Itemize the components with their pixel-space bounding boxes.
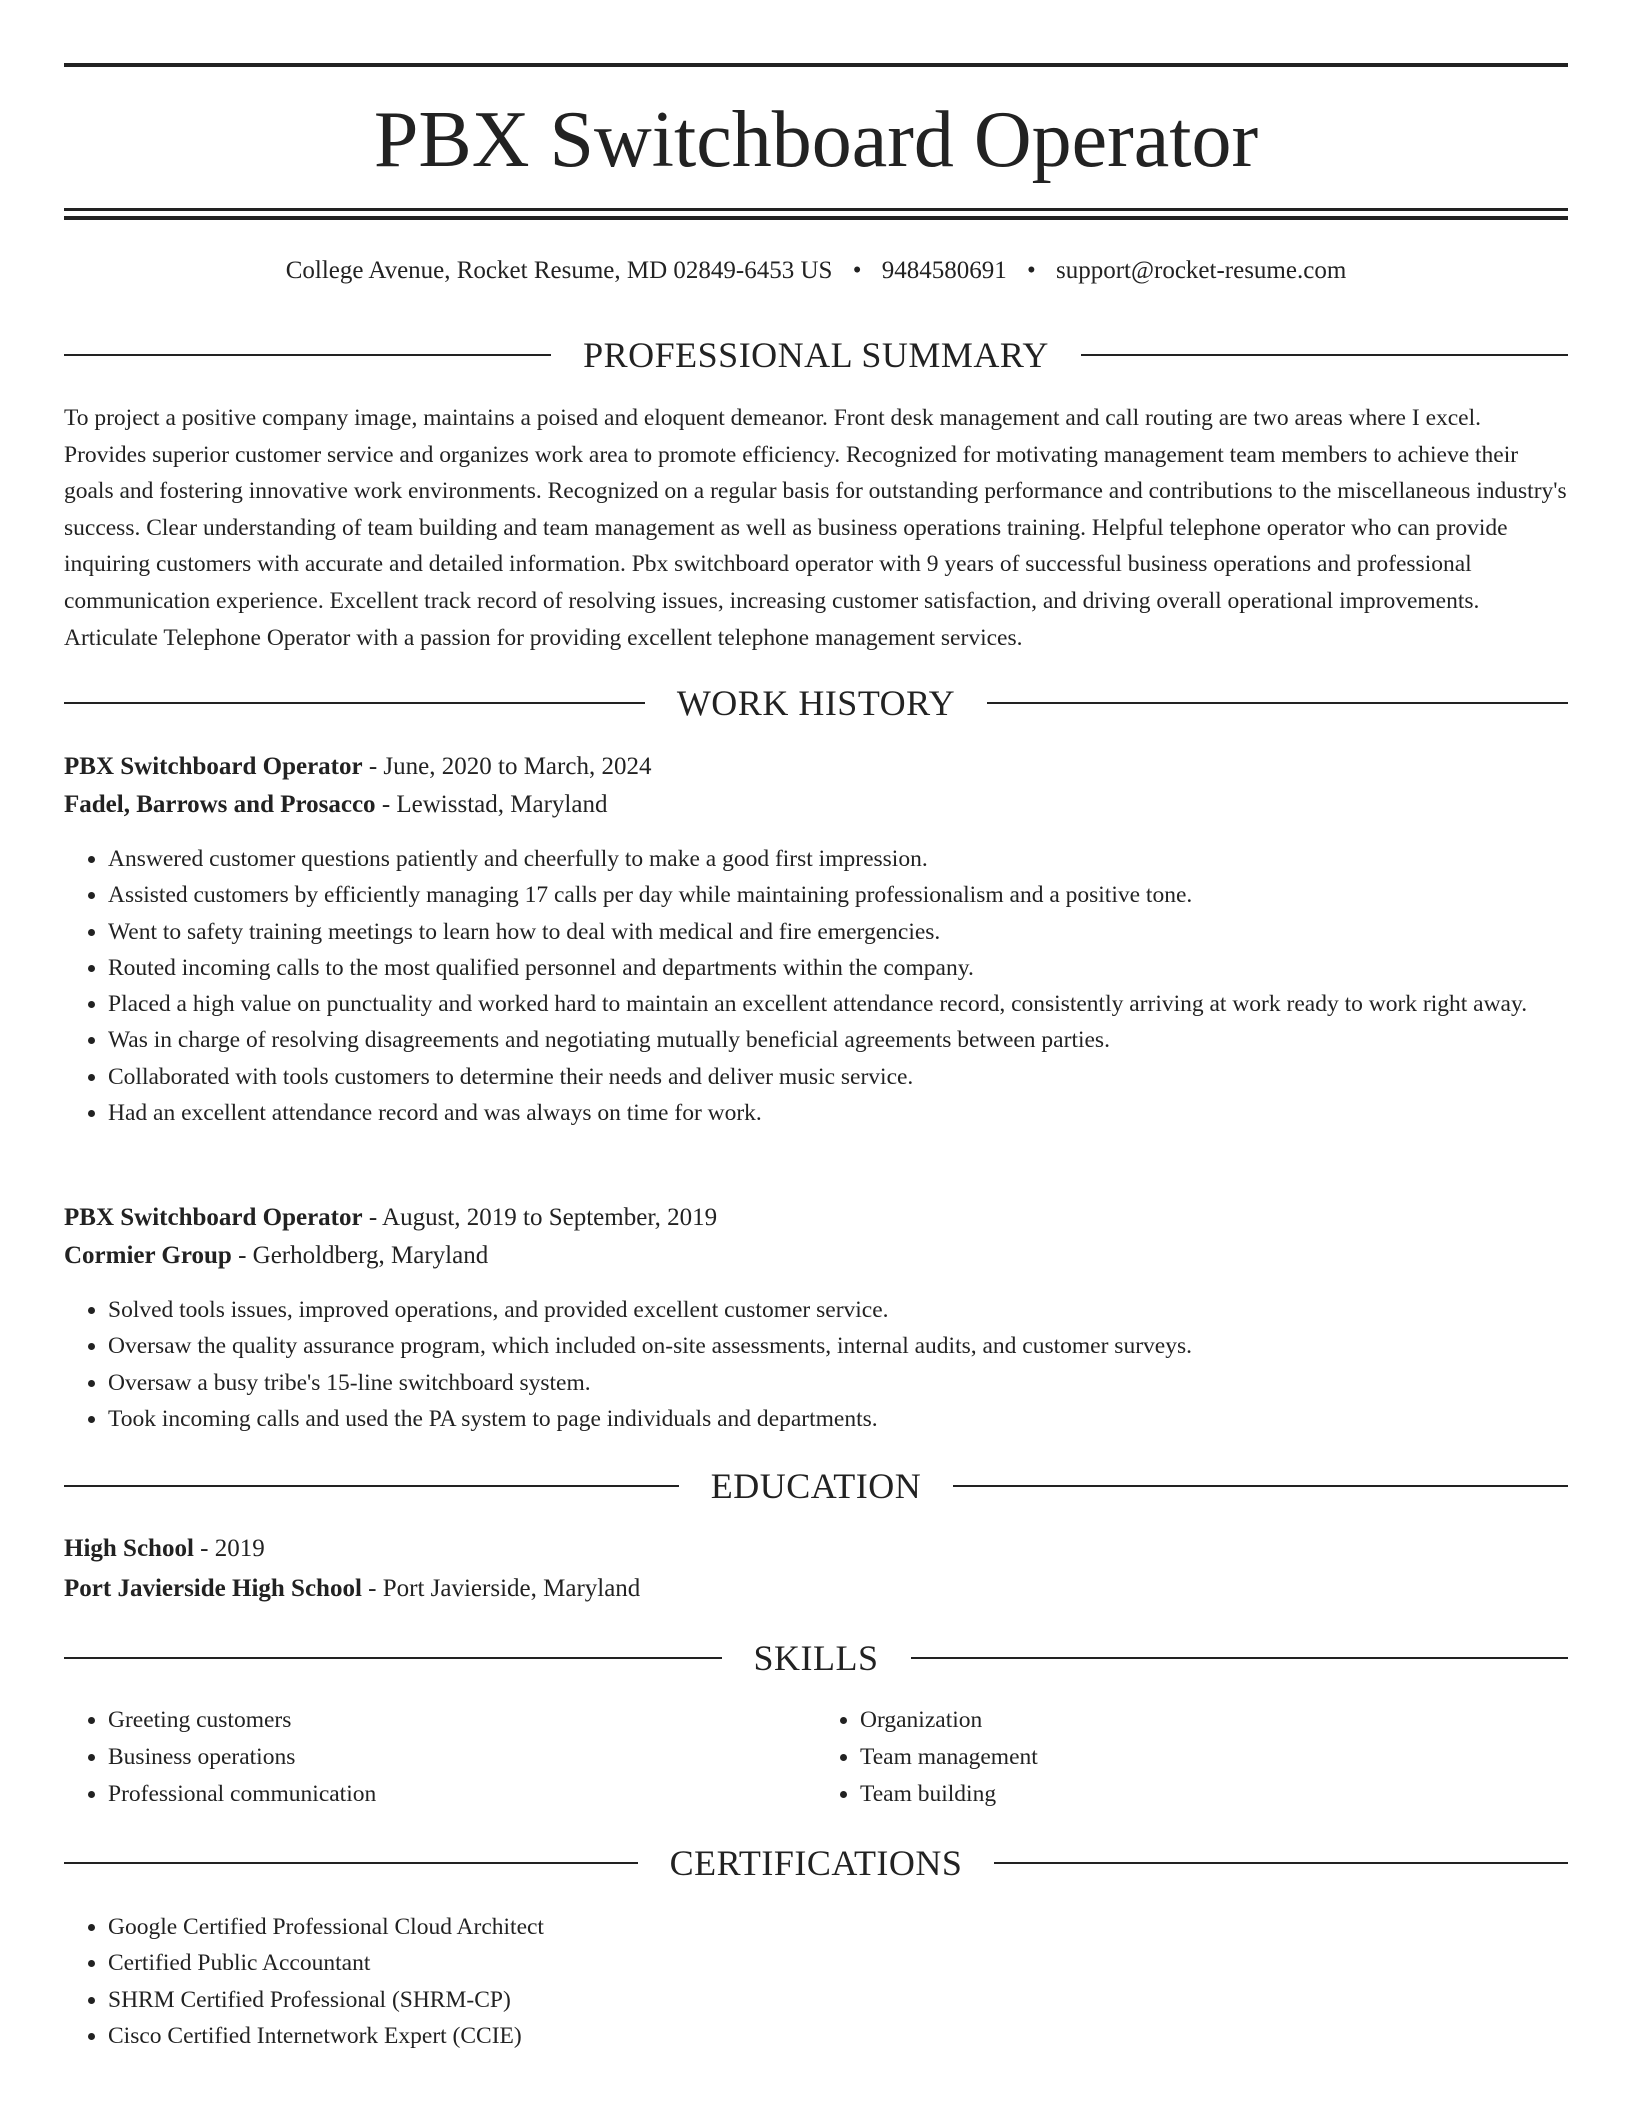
job-bullet: • Went to safety training meetings to learn how to deal with medical and fire emergencies. bbox=[108, 914, 1612, 950]
summary-heading-label: PROFESSIONAL SUMMARY bbox=[583, 335, 1049, 375]
skills-left-list bbox=[64, 1702, 816, 1813]
certifications-heading bbox=[64, 1838, 1568, 1888]
job-bullet: • Oversaw a busy tribe's 15-line switchboard system. bbox=[108, 1365, 1612, 1401]
skill-item: • Professional communication bbox=[108, 1776, 816, 1813]
heading-rule bbox=[1081, 354, 1568, 356]
heading-rule bbox=[64, 354, 551, 356]
education-location: - Port Javierside, Maryland bbox=[361, 1575, 641, 1602]
heading-rule bbox=[987, 702, 1568, 704]
job-company-line bbox=[64, 786, 1568, 824]
contact-separator: • bbox=[852, 257, 862, 284]
heading-rule bbox=[953, 1485, 1568, 1487]
education-heading bbox=[64, 1461, 1568, 1511]
contact-email: support@rocket-resume.com bbox=[1055, 257, 1347, 284]
skills-columns bbox=[64, 1702, 1568, 1813]
job-title-line bbox=[64, 1199, 1568, 1237]
skill-item: • Business operations bbox=[108, 1739, 816, 1776]
education-school-line bbox=[64, 1570, 1568, 1608]
work-heading-label: WORK HISTORY bbox=[676, 683, 956, 723]
job-company: Cormier Group bbox=[64, 1242, 232, 1269]
education-school: Port Javierside High School bbox=[64, 1575, 362, 1602]
education-degree: High School bbox=[64, 1535, 194, 1562]
skills-right-list bbox=[816, 1702, 1568, 1813]
job-bullet: • Took incoming calls and used the PA system to page individuals and departments. bbox=[108, 1401, 1612, 1437]
job-bullet: • Placed a high value on punctuality and worked hard to maintain an excellent attendance record, consistently arriving at work ready to work right away. bbox=[108, 986, 1612, 1022]
education-heading-label: EDUCATION bbox=[710, 1466, 922, 1506]
resume-title: PBX Switchboard Operator bbox=[373, 96, 1259, 184]
contact-separator: • bbox=[1026, 257, 1036, 284]
skills-heading bbox=[64, 1633, 1568, 1683]
job-dates: - August, 2019 to September, 2019 bbox=[362, 1204, 718, 1231]
heading-rule bbox=[64, 1657, 722, 1659]
contact-phone: 9484580691 bbox=[881, 257, 1007, 284]
job-bullets bbox=[64, 1292, 1612, 1437]
contact-address: College Avenue, Rocket Resume, MD 02849-6453 US bbox=[285, 257, 833, 284]
job-title: PBX Switchboard Operator bbox=[64, 1204, 363, 1231]
heading-rule bbox=[994, 1862, 1568, 1864]
certification-item: • Google Certified Professional Cloud Architect bbox=[108, 1909, 1612, 1945]
top-rule bbox=[64, 63, 1568, 67]
education-year: - 2019 bbox=[193, 1535, 265, 1562]
certification-item: • SHRM Certified Professional (SHRM-CP) bbox=[108, 1982, 1612, 2018]
job-bullet: • Oversaw the quality assurance program, which included on-site assessments, internal audits, and customer surveys. bbox=[108, 1328, 1612, 1364]
job-dates: - June, 2020 to March, 2024 bbox=[362, 753, 652, 780]
job-bullets bbox=[64, 841, 1612, 1131]
double-rule bbox=[64, 208, 1568, 220]
job-bullet: • Had an excellent attendance record and was always on time for work. bbox=[108, 1095, 1612, 1131]
skill-item: • Team building bbox=[860, 1776, 1568, 1813]
heading-rule bbox=[64, 1485, 679, 1487]
certifications-list bbox=[64, 1909, 1612, 2054]
contact-line bbox=[64, 254, 1568, 288]
summary-heading bbox=[64, 330, 1568, 380]
education-degree-line bbox=[64, 1530, 1568, 1568]
certification-item: • Cisco Certified Internetwork Expert (CCIE) bbox=[108, 2018, 1612, 2054]
job-location: - Gerholdberg, Maryland bbox=[231, 1242, 489, 1269]
summary-text: To project a positive company image, maintains a poised and eloquent demeanor. Front desk management and call routing are two areas where I excel. Provides superior customer service and organizes work area to promote efficiency. Recognized for motivating management team members to achieve their goals and fostering innovative work environments. Recognized on a regular basis for outstanding performance and contributions to the miscellaneous industry's success. Clear understanding of team building and team management as well as business operations training. Helpful telephone operator who can provide inquiring customers with accurate and detailed information. Pbx switchboard operator with 9 years of successful business operations and professional communication experience. Excellent track record of resolving issues, increasing customer satisfaction, and driving overall operational improvements. Articulate Telephone Operator with a passion for providing excellent telephone management services. bbox=[64, 405, 1567, 651]
heading-rule bbox=[64, 1862, 638, 1864]
job-bullet: • Solved tools issues, improved operations, and provided excellent customer service. bbox=[108, 1292, 1612, 1328]
job-bullet: • Assisted customers by efficiently managing 17 calls per day while maintaining professionalism and a positive tone. bbox=[108, 877, 1612, 913]
heading-rule bbox=[64, 702, 645, 704]
job-company-line bbox=[64, 1237, 1568, 1275]
job-company: Fadel, Barrows and Prosacco bbox=[64, 791, 376, 818]
job-bullet: • Collaborated with tools customers to determine their needs and deliver music service. bbox=[108, 1059, 1612, 1095]
job-bullet: • Answered customer questions patiently and cheerfully to make a good first impression. bbox=[108, 841, 1612, 877]
skill-item: • Team management bbox=[860, 1739, 1568, 1776]
job-bullet: • Routed incoming calls to the most qualified personnel and departments within the company. bbox=[108, 950, 1612, 986]
job-title: PBX Switchboard Operator bbox=[64, 753, 363, 780]
certifications-heading-label: CERTIFICATIONS bbox=[669, 1843, 963, 1883]
heading-rule bbox=[911, 1657, 1569, 1659]
job-bullet: • Was in charge of resolving disagreements and negotiating mutually beneficial agreements between parties. bbox=[108, 1022, 1612, 1058]
skill-item: • Organization bbox=[860, 1702, 1568, 1739]
job-title-line bbox=[64, 748, 1568, 786]
certification-item: • Certified Public Accountant bbox=[108, 1945, 1612, 1981]
skills-heading-label: SKILLS bbox=[753, 1638, 879, 1678]
work-heading bbox=[64, 678, 1568, 728]
job-location: - Lewisstad, Maryland bbox=[375, 791, 608, 818]
skill-item: • Greeting customers bbox=[108, 1702, 816, 1739]
